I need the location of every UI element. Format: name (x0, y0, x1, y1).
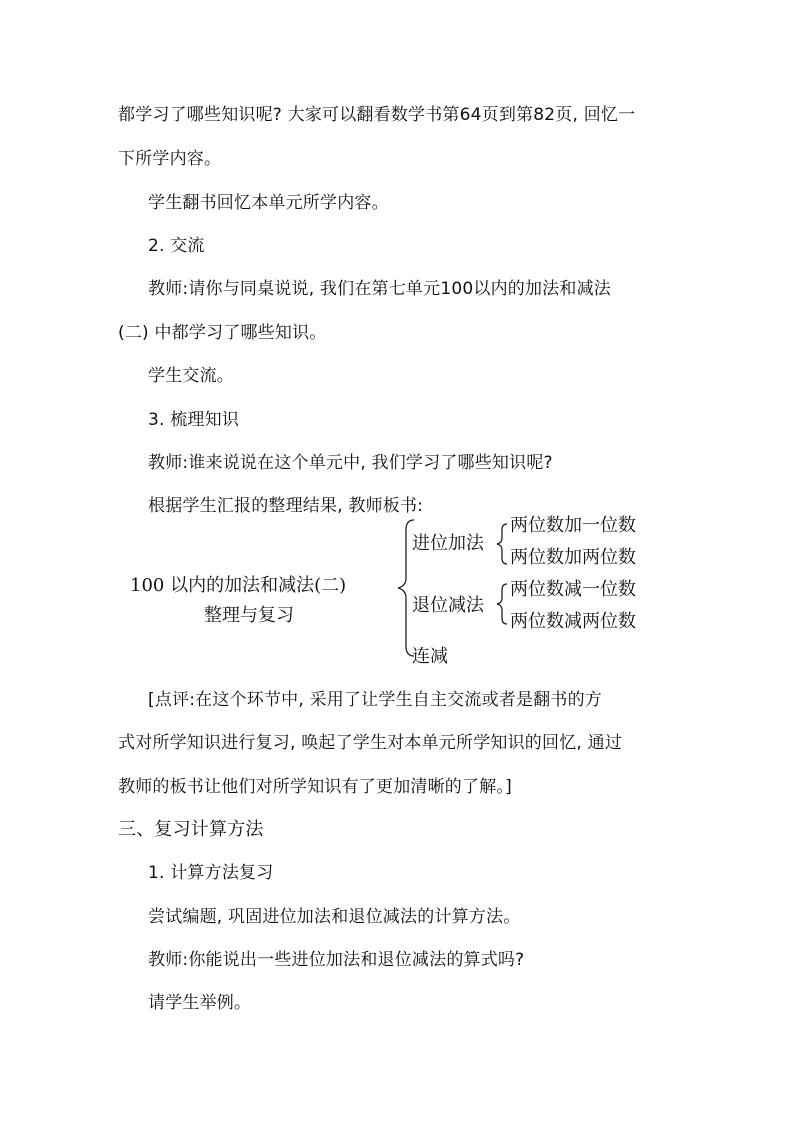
paragraph: 都学习了哪些知识呢? 大家可以翻看数学书第64页到第82页, 回忆一 (118, 105, 636, 125)
paragraph: 教师:谁来说说在这个单元中, 我们学习了哪些知识呢? (148, 453, 553, 473)
paragraph: 学生交流。 (148, 366, 234, 386)
paragraph: 请学生举例。 (148, 993, 252, 1013)
sub-brace (497, 584, 507, 624)
comment-paragraph: 教师的板书让他们对所学知识有了更加清晰的了解。] (118, 777, 512, 797)
board-title: 100 以内的加法和减法(二) (130, 575, 347, 596)
board-subtitle: 整理与复习 (204, 605, 294, 626)
paragraph: 下所学内容。 (118, 149, 222, 169)
paragraph: 教师:请你与同桌说说, 我们在第七单元100以内的加法和减法 (148, 279, 611, 299)
branch-borrow-subtraction: 退位减法 (412, 595, 484, 616)
branch-carry-addition: 进位加法 (412, 533, 484, 554)
leaf-sub-1: 两位数减一位数 (510, 579, 636, 600)
board-diagram (118, 508, 678, 678)
comment-paragraph: 式对所学知识进行复习, 唤起了学生对本单元所学知识的回忆, 通过 (118, 733, 623, 753)
paragraph: (二) 中都学习了哪些知识。 (118, 323, 327, 343)
paragraph: 根据学生汇报的整理结果, 教师板书: (148, 496, 424, 516)
leaf-add-1: 两位数加一位数 (510, 515, 636, 536)
section-heading: 三、复习计算方法 (118, 819, 264, 840)
paragraph: 学生翻书回忆本单元所学内容。 (148, 193, 389, 213)
section-heading: 1. 计算方法复习 (148, 863, 274, 883)
comment-paragraph: [点评:在这个环节中, 采用了让学生自主交流或者是翻书的方 (148, 690, 602, 710)
add-brace (497, 524, 507, 564)
branch-continuous-subtraction: 连减 (412, 646, 448, 667)
leaf-sub-2: 两位数减两位数 (510, 611, 636, 632)
paragraph: 教师:你能说出一些进位加法和退位减法的算式吗? (148, 950, 525, 970)
leaf-add-2: 两位数加两位数 (510, 547, 636, 568)
section-heading: 3. 梳理知识 (148, 410, 240, 430)
paragraph: 尝试编题, 巩固进位加法和退位减法的计算方法。 (148, 907, 521, 927)
section-heading: 2. 交流 (148, 236, 205, 256)
